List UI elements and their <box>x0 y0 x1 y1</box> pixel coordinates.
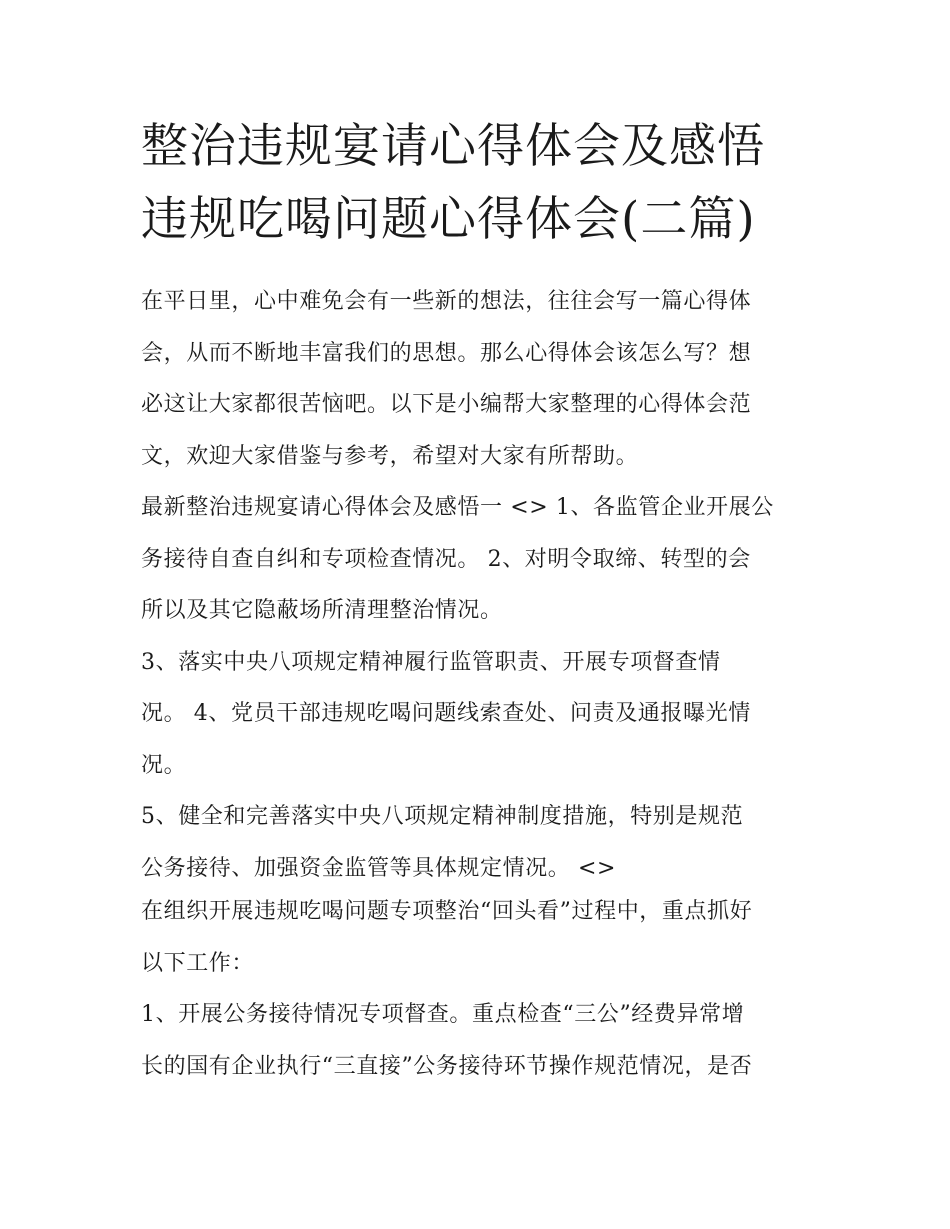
item-three-paragraph <box>141 637 821 792</box>
text-line: 必这让大家都很苦恼吧。以下是小编帮大家整理的心得体会范 <box>141 392 752 417</box>
text-line: 以下工作： <box>141 950 255 976</box>
text-line: 所以及其它隐蔽场所清理整治情况。 <box>141 598 503 623</box>
title-line: 整治违规宴请心得体会及感悟 <box>141 119 765 174</box>
text-line: 会，从而不断地丰富我们的思想。那么心得体会该怎么写？想 <box>141 340 752 366</box>
text-line: 5、健全和完善落实中央八项规定精神制度措施，特别是规范 <box>141 804 744 829</box>
text-line: 况。 <box>141 752 187 778</box>
text-line: 公务接待、加强资金监管等具体规定情况。 <> <box>141 855 617 881</box>
text-line: 在平日里，心中难免会有一些新的想法，往往会写一篇心得体 <box>141 289 752 314</box>
review-intro-paragraph <box>141 886 821 989</box>
title-line: 违规吃喝问题心得体会(二篇) <box>141 192 756 247</box>
text-line: 文，欢迎大家借鉴与参考，希望对大家有所帮助。 <box>141 443 639 469</box>
text-line: 最新整治违规宴请心得体会及感悟一 <> 1、各监管企业开展公 <box>141 495 774 520</box>
text-line: 长的国有企业执行“三直接”公务接待环节操作规范情况，是否 <box>141 1053 753 1079</box>
review-item-one-paragraph <box>141 989 821 1092</box>
document-title <box>141 110 841 256</box>
item-five-paragraph <box>141 791 821 894</box>
intro-paragraph <box>141 276 821 482</box>
text-line: 务接待自查自纠和专项检查情况。 2、对明令取缔、转型的会 <box>141 546 751 572</box>
text-line: 在组织开展违规吃喝问题专项整治“回头看”过程中，重点抓好 <box>141 899 753 924</box>
text-line: 况。 4、党员干部违规吃喝问题线索查处、问责及通报曝光情 <box>141 701 751 726</box>
text-line: 3、落实中央八项规定精神履行监管职责、开展专项督查情 <box>141 649 721 675</box>
text-line: 1、开展公务接待情况专项督查。重点检查“三公”经费异常增 <box>141 1002 745 1027</box>
document-body <box>141 276 821 1092</box>
section-one-paragraph <box>141 482 821 637</box>
